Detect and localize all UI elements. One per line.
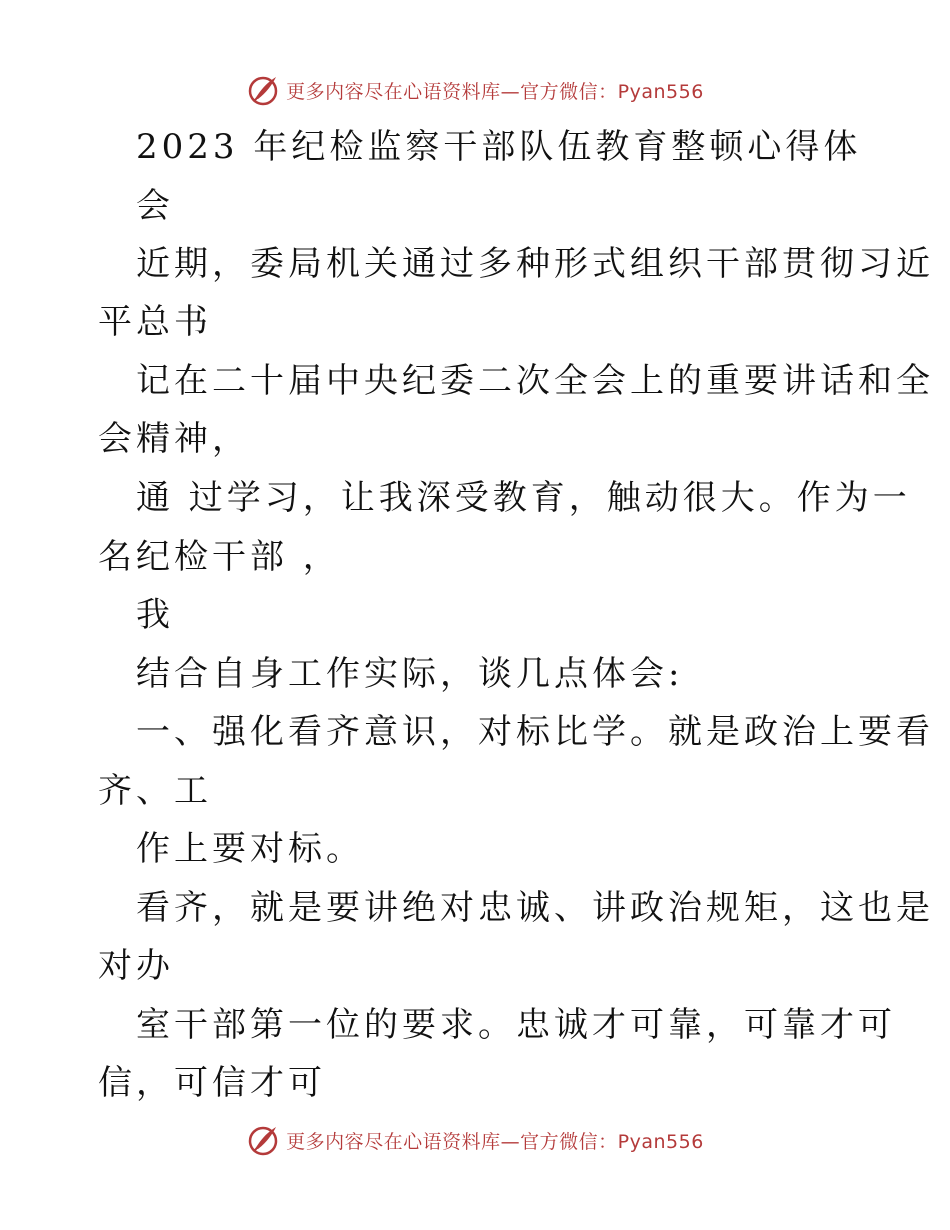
paragraph-line: 平总书	[98, 302, 212, 342]
doc-title-line-1: 2023 年纪检监察干部队伍教育整顿心得体	[136, 127, 862, 167]
feather-quill-logo-icon	[246, 73, 280, 107]
paragraph-line: 作上要对标。	[136, 829, 364, 869]
paragraph-line: 我	[136, 595, 174, 635]
paragraph-line: 看齐，就是要讲绝对忠诚、讲政治规矩，这也是	[136, 888, 934, 928]
footer-watermark	[0, 1120, 950, 1160]
paragraph-line: 结合自身工作实际，谈几点体会:	[136, 654, 684, 694]
feather-quill-logo-icon	[246, 1123, 280, 1157]
paragraph-line: 名纪检干部 ，	[98, 537, 341, 577]
watermark-text: 更多内容尽在心语资料库—官方微信：Pyan556	[286, 1130, 704, 1153]
watermark-text: 更多内容尽在心语资料库—官方微信：Pyan556	[286, 80, 704, 103]
paragraph-line: 通 过学习，让我深受教育，触动很大。作为一	[136, 478, 911, 518]
paragraph-line: 齐、工	[98, 771, 212, 811]
doc-title-line-2: 会	[136, 186, 174, 226]
paragraph-line: 信，可信才可	[98, 1063, 326, 1103]
section-heading-line: 一、强化看齐意识，对标比学。就是政治上要看	[136, 712, 934, 752]
paragraph-line: 室干部第一位的要求。忠诚才可靠，可靠才可	[136, 1005, 896, 1045]
paragraph-line: 近期，委局机关通过多种形式组织干部贯彻习近	[136, 244, 934, 284]
paragraph-line: 会精神，	[98, 419, 250, 459]
paragraph-line: 对办	[98, 946, 174, 986]
paragraph-line: 记在二十届中央纪委二次全会上的重要讲话和全	[136, 361, 934, 401]
header-watermark	[0, 70, 950, 110]
